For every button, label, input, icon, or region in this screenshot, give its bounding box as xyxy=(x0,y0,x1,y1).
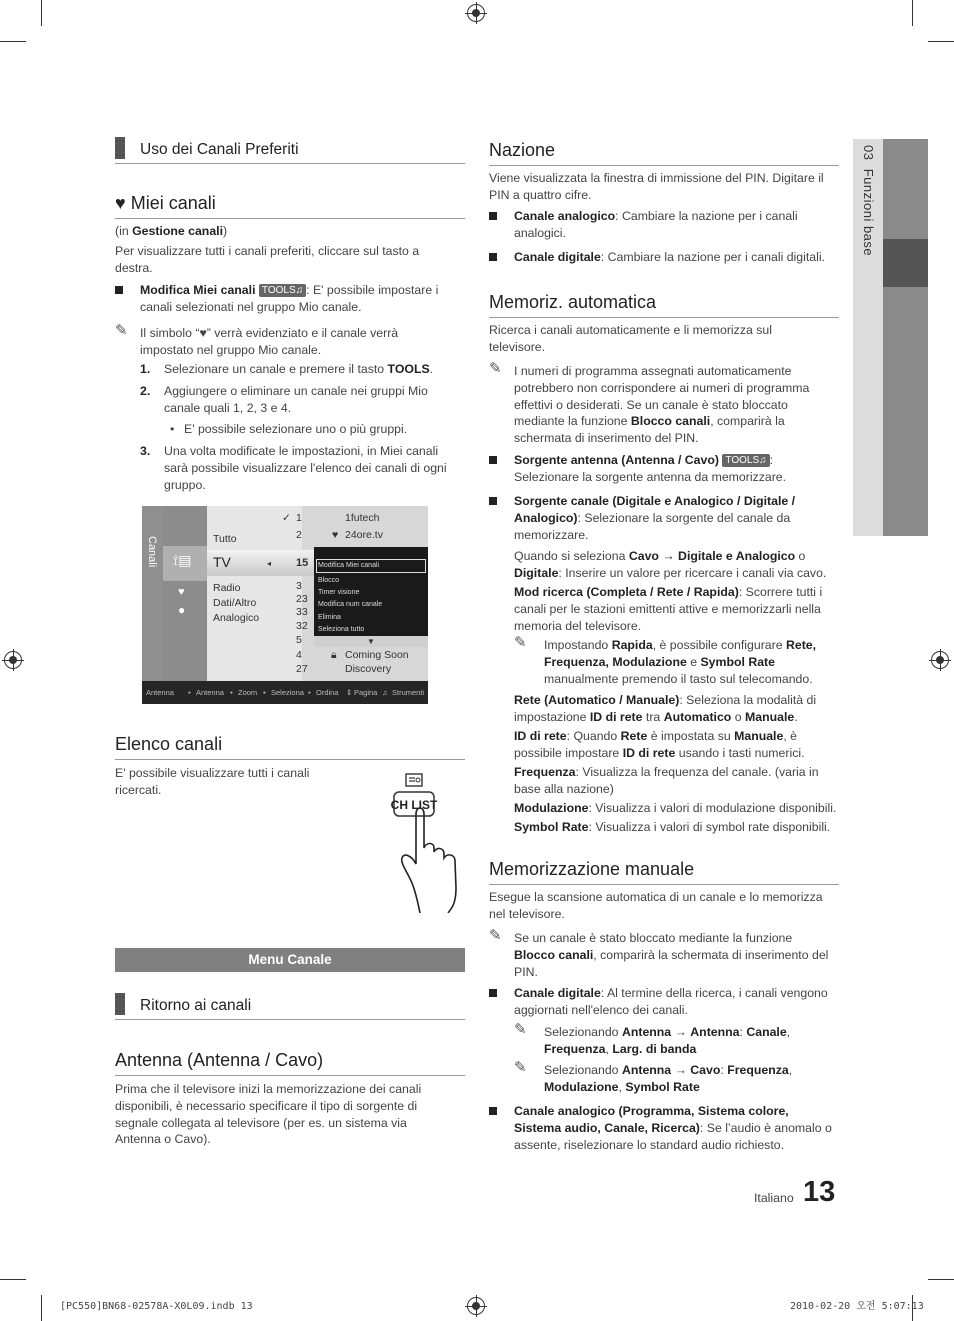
tv-channel-screen xyxy=(142,506,428,704)
tv-category: Dati/Altro xyxy=(213,597,257,609)
status-item: Ordina xyxy=(316,688,339,697)
section-ritorno: Ritorno ai canali xyxy=(115,996,465,1020)
popup-item: Modifica num canale xyxy=(318,601,383,608)
page-language: Italiano xyxy=(754,1191,794,1205)
tv-category: Tutto xyxy=(213,533,237,545)
step-number: 1. xyxy=(140,362,151,376)
footer-date: 2010-02-20 오전 5:07:13 xyxy=(790,1301,924,1312)
tv-channel-num: 32 xyxy=(296,620,308,632)
registration-mark-icon xyxy=(467,1297,485,1315)
registration-mark-icon xyxy=(4,651,22,669)
nazione-text: Viene visualizzata la finestra di immissione del PIN. Digitare il PIN a quattro cifre. xyxy=(489,171,824,202)
note-icon: ✎ xyxy=(514,1021,527,1038)
globe-icon: ● xyxy=(178,603,186,617)
down-arrow-icon: ▼ xyxy=(314,636,428,647)
memoriz-text: Ricerca i canali automaticamente e li memorizza sul televisore. xyxy=(489,323,772,354)
note-icon: ✎ xyxy=(489,360,502,377)
remote-hand-icon xyxy=(386,768,466,913)
crop-mark xyxy=(41,0,42,26)
tools-icon: TOOLS♫ xyxy=(259,284,306,297)
memoriz-symbol-rate: Symbol Rate: Visualizza i valori di symbol rate disponibili. xyxy=(514,820,831,834)
crop-mark xyxy=(0,41,26,42)
footer-file: [PC550]BN68-02578A-X0L09.indb 13 xyxy=(60,1301,253,1312)
crop-mark xyxy=(41,1295,42,1321)
status-item: Zoom xyxy=(238,688,258,697)
manuale-subnote-antenna: Selezionando Antenna → Antenna: Canale, Frequenza, Larg. di banda xyxy=(544,1025,791,1056)
step-number: 2. xyxy=(140,384,151,398)
tools-icon: TOOLS♫ xyxy=(722,454,769,467)
tv-channel-num: 23 xyxy=(296,593,308,605)
tv-channel-num: 15 xyxy=(296,557,309,569)
memoriz-subnote: Impostando Rapida, è possibile configurare Rete, Frequenza, Modulazione e Symbol Rate manualmente premendo il tasto sul telecomando. xyxy=(544,638,817,686)
tools-icon: ♫ xyxy=(382,688,388,697)
step-3: Una volta modificate le impostazioni, in Miei canali sarà possibile visualizzare l'elenco dei canali di ogni gruppo. xyxy=(164,444,447,492)
status-item: Seleziona xyxy=(271,688,304,697)
bullet-sorgente-canale: Sorgente canale (Digitale e Analogico / Digitale / Analogico): Selezionare la sorgente del canale da memorizzare. xyxy=(514,493,829,543)
note-icon: ✎ xyxy=(514,1059,527,1076)
bullet-modifica-miei-canali: Modifica Miei canali TOOLS♫ : E' possibile impostare i canali selezionati nel gruppo Mio canale. xyxy=(140,282,465,316)
popup-item: Blocco xyxy=(318,577,340,584)
memoriz-mod-ricerca: Mod ricerca (Completa / Rete / Rapida): Scorrere tutti i canali per le stazioni emittenti attive e memorizzarli nella memoria del televisore. xyxy=(514,585,823,633)
bullet-manuale-analogico: Canale analogico (Programma, Sistema colore, Sistema audio, Canale, Ricerca): Se l’audio è anomalo o assente, riselezionare lo standard audio richiesto. xyxy=(514,1103,839,1153)
manuale-note: Se un canale è stato bloccato mediante la funzione Blocco canali, comparirà la schermata di inserimento del PIN. xyxy=(514,931,829,979)
updown-icon: ⇕ xyxy=(346,688,353,697)
sub-bullet: E' possibile selezionare uno o più gruppi. xyxy=(184,422,408,436)
popup-item: Timer visione xyxy=(318,589,360,596)
heading-miei-canali: ♥ Miei canali xyxy=(115,192,465,219)
heading-nazione: Nazione xyxy=(489,139,839,166)
memoriz-rete: Rete (Automatico / Manuale): Seleziona la modalità di impostazione ID di rete tra Automatico o Manuale. xyxy=(514,693,817,724)
tv-category: Radio xyxy=(213,582,241,594)
note-icon: ✎ xyxy=(115,322,128,339)
tv-channel-num: 27 xyxy=(296,663,308,675)
miei-canali-intro: Per visualizzare tutti i canali preferiti, cliccare sul tasto a destra. xyxy=(115,244,420,275)
popup-item: Modifica Miei canali xyxy=(318,562,380,569)
chapter-label: 03 Funzioni base xyxy=(860,145,876,257)
satellite-icon: ⟟▤ xyxy=(173,552,192,568)
tv-channel-name: 1futech xyxy=(345,512,380,524)
memoriz-modulazione: Modulazione: Visualizza i valori di modulazione disponibili. xyxy=(514,801,837,815)
tv-channel-name: 24ore.tv xyxy=(345,529,383,541)
status-d-icon: ▪ xyxy=(308,688,311,697)
heart-icon: ♥ xyxy=(332,529,339,541)
tv-status-bar xyxy=(142,681,428,704)
tv-channel-num: 5 xyxy=(296,634,302,646)
tv-channel-name: Coming Soon xyxy=(345,649,409,661)
heading-antenna: Antenna (Antenna / Cavo) xyxy=(115,1049,465,1076)
note-icon: ✎ xyxy=(514,634,527,651)
status-item: Strumenti xyxy=(392,688,425,697)
bullet-sorgente-antenna: Sorgente antenna (Antenna / Cavo) TOOLS♫ : Selezionare la sorgente antenna da memorizzare. xyxy=(514,452,839,486)
crop-mark xyxy=(928,41,954,42)
tv-channel-name: Discovery xyxy=(345,663,392,675)
memoriz-frequenza: Frequenza: Visualizza la frequenza del canale. (varia in base alla nazione) xyxy=(514,765,819,796)
sub-bullet-dot: • xyxy=(170,422,175,436)
status-b-icon: ▪ xyxy=(230,688,233,697)
registration-mark-icon xyxy=(467,4,485,22)
bullet-canale-digitale: Canale digitale: Cambiare la nazione per i canali digitali. xyxy=(514,249,844,266)
tv-channel-num: 4 xyxy=(296,649,302,661)
tv-category: Analogico xyxy=(213,612,260,624)
tv-channel-num: 3 xyxy=(296,580,302,592)
tv-category: TV xyxy=(213,554,231,570)
heart-icon: ♥ xyxy=(178,586,185,598)
heading-memorizzazione-manuale: Memorizzazione manuale xyxy=(489,858,839,885)
antenna-text: Prima che il televisore inizi la memorizzazione dei canali disponibili, è necessario specificare il tipo di sorgente di segnale collegata al televisore (per es. un sistema via Antenna o Cavo). xyxy=(115,1082,422,1147)
status-a-icon: ▪ xyxy=(188,688,191,697)
status-item: Antenna xyxy=(196,688,224,697)
status-c-icon: ▪ xyxy=(263,688,266,697)
popup-item: Seleziona tutto xyxy=(318,626,365,633)
elenco-canali-text: E' possibile visualizzare tutti i canali ricercati. xyxy=(115,766,310,797)
tools-popup-menu xyxy=(314,547,428,647)
memoriz-id-rete: ID di rete: Quando Rete è impostata su Manuale, è possibile impostare ID di rete usando i tasti numerici. xyxy=(514,729,805,760)
memoriz-note: I numeri di programma assegnati automaticamente potrebbero non corrispondere ai numeri di programma effettivi o desiderati. Se un canale è stato bloccato mediante la funzione Blocco canali, comparirà la schermata di inserimento del PIN. xyxy=(514,364,810,446)
crop-mark xyxy=(912,0,913,26)
heading-memoriz-automatica: Memoriz. automatica xyxy=(489,291,839,318)
registration-mark-icon xyxy=(931,651,949,669)
tv-channel-num: 2 xyxy=(296,529,302,541)
crop-mark xyxy=(0,1279,26,1280)
check-icon: ✓ xyxy=(282,512,291,524)
ch-list-key-label: CH LIST xyxy=(390,798,438,812)
manuale-text: Esegue la scansione automatica di un canale e lo memorizza nel televisore. xyxy=(489,890,823,921)
step-1: Selezionare un canale e premere il tasto TOOLS. xyxy=(164,362,434,376)
tv-channel-num: 1 xyxy=(296,512,302,524)
section-uso-preferiti: Uso dei Canali Preferiti xyxy=(115,140,465,164)
memoriz-cavo: Quando si seleziona Cavo → Digitale e Analogico o Digitale: Inserire un valore per ricercare i canali via cavo. xyxy=(514,549,827,580)
heading-elenco-canali: Elenco canali xyxy=(115,733,465,760)
bullet-manuale-digitale: Canale digitale: Al termine della ricerca, i canali vengono aggiornati nell'elenco dei canali. xyxy=(514,986,828,1017)
popup-item: Elimina xyxy=(318,614,341,621)
tv-side-label: Canali xyxy=(146,536,158,568)
chapter-tab xyxy=(853,139,928,536)
step-number: 3. xyxy=(140,444,151,458)
page-number: 13 xyxy=(803,1176,836,1208)
crop-mark xyxy=(928,1279,954,1280)
menu-canale-bar: Menu Canale xyxy=(115,948,465,972)
miei-canali-location: (in Gestione canali) xyxy=(115,224,228,238)
bullet-canale-analogico: Canale analogico: Cambiare la nazione per i canali analogici. xyxy=(514,208,839,242)
lock-icon: 🔒︎ xyxy=(331,649,337,661)
manuale-subnote-cavo: Selezionando Antenna → Cavo: Frequenza, Modulazione, Symbol Rate xyxy=(544,1063,793,1094)
heart-icon: ♥ xyxy=(115,193,126,213)
note-icon: ✎ xyxy=(489,927,502,944)
status-item: Antenna xyxy=(146,688,174,697)
step-2: Aggiungere o eliminare un canale nei gruppi Mio canale quali 1, 2, 3 e 4. xyxy=(164,384,428,415)
note-heart: Il simbolo “♥” verrà evidenziato e il canale verrà impostato nel gruppo Mio canale. xyxy=(140,326,399,357)
left-arrow-icon: ◂ xyxy=(267,559,272,568)
tv-channel-num: 33 xyxy=(296,606,308,618)
status-item: Pagina xyxy=(354,688,378,697)
